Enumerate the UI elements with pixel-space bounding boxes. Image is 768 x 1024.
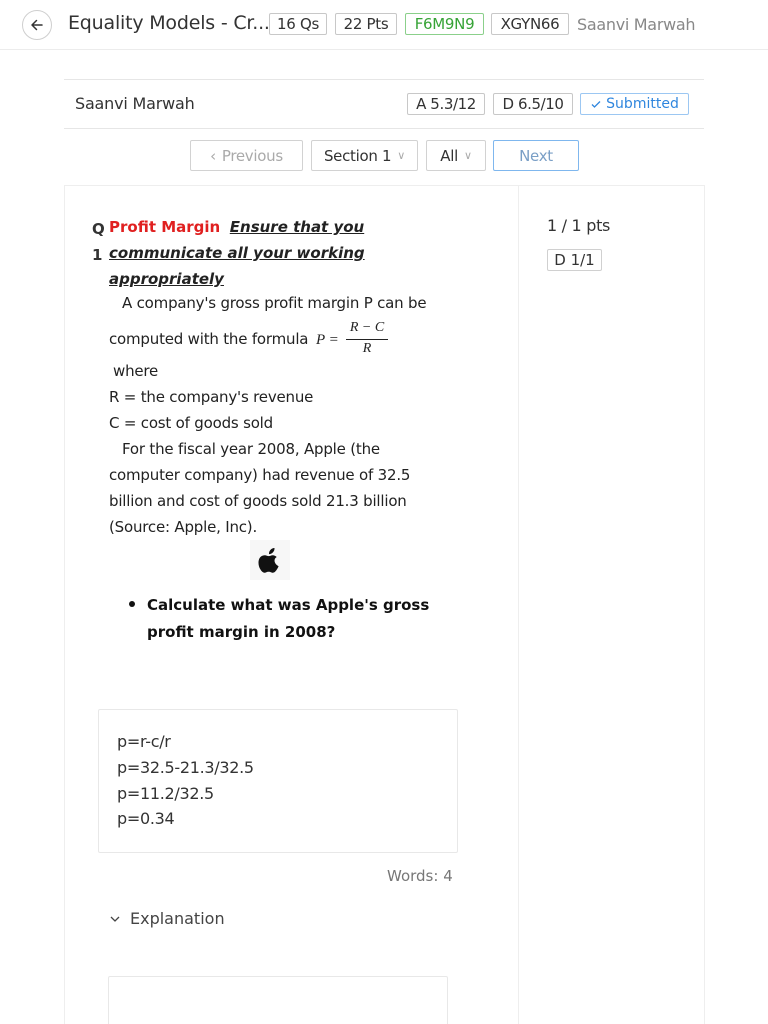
- filter-select[interactable]: [426, 140, 486, 171]
- section-label: Section 1: [323, 146, 392, 165]
- assignment-title: Equality Models - Cr...: [68, 12, 270, 34]
- instruction-3: appropriately: [109, 270, 224, 288]
- question-text-line: computed with the formula: [109, 330, 309, 348]
- question-text-line: computer company) had revenue of 32.5: [109, 466, 411, 484]
- submitted-badge: [580, 93, 689, 115]
- score-d-badge: D 6.5/10: [493, 93, 573, 115]
- question-text-line: billion and cost of goods sold 21.3 billion: [109, 492, 407, 510]
- instruction-2: communicate all your working: [109, 244, 365, 262]
- filter-label: All: [440, 146, 458, 165]
- section-select[interactable]: [311, 140, 418, 171]
- chevron-down-icon: ∨: [397, 149, 406, 162]
- score-a-badge: A 5.3/12: [407, 93, 485, 115]
- explanation-label: Explanation: [130, 909, 225, 928]
- answer-line: p=32.5-21.3/32.5: [117, 758, 254, 777]
- question-prompt: Calculate what was Apple's gross profit margin in 2008?: [147, 596, 430, 641]
- definition-r: R = the company's revenue: [109, 388, 314, 406]
- top-bar: [0, 0, 768, 50]
- submitted-label: Submitted: [606, 96, 679, 112]
- word-count: Words: 4: [387, 867, 453, 885]
- back-button[interactable]: [22, 10, 52, 40]
- question-text-line: For the fiscal year 2008, Apple (the: [122, 440, 380, 458]
- next-label: Next: [519, 146, 553, 165]
- arrow-left-icon: [29, 17, 45, 33]
- check-icon: [590, 98, 602, 110]
- bullet-marker: [129, 601, 135, 607]
- question-text-line: A company's gross profit margin P can be: [122, 294, 427, 312]
- apple-icon: [258, 546, 282, 574]
- question-text-line: (Source: Apple, Inc).: [109, 518, 258, 536]
- points-badge: 22 Pts: [335, 13, 397, 35]
- question-text-line: where: [113, 362, 159, 380]
- answer-line: p=r-c/r: [117, 732, 171, 751]
- question-number: Q 1: [92, 220, 105, 264]
- previous-button[interactable]: [190, 140, 303, 171]
- answer-box: [98, 709, 458, 853]
- answer-line: p=0.34: [117, 809, 175, 828]
- d-score-badge: D 1/1: [547, 249, 602, 271]
- student-name: Saanvi Marwah: [75, 94, 195, 113]
- question-count-badge: 16 Qs: [269, 13, 327, 35]
- user-name: Saanvi Marwah: [577, 14, 696, 34]
- chevron-down-icon: [110, 915, 120, 923]
- apple-logo-image: [250, 540, 290, 580]
- explanation-toggle[interactable]: [110, 909, 225, 928]
- definition-c: C = cost of goods sold: [109, 414, 273, 432]
- points-awarded: 1 / 1 pts: [547, 216, 611, 235]
- code-badge-1: F6M9N9: [405, 13, 484, 35]
- explanation-box: [108, 976, 448, 1024]
- next-button[interactable]: [493, 140, 579, 171]
- question-title: Profit Margin: [109, 218, 221, 236]
- instruction-1: Ensure that you: [229, 218, 365, 236]
- chevron-down-icon: ∨: [463, 149, 472, 162]
- answer-line: p=11.2/32.5: [117, 784, 214, 803]
- card-divider: [518, 186, 519, 1024]
- student-header: [64, 79, 704, 129]
- previous-label: Previous: [221, 146, 283, 165]
- chevron-left-icon: ‹: [210, 146, 216, 165]
- question-heading: [109, 214, 469, 292]
- code-badge-2: XGYN66: [491, 13, 569, 35]
